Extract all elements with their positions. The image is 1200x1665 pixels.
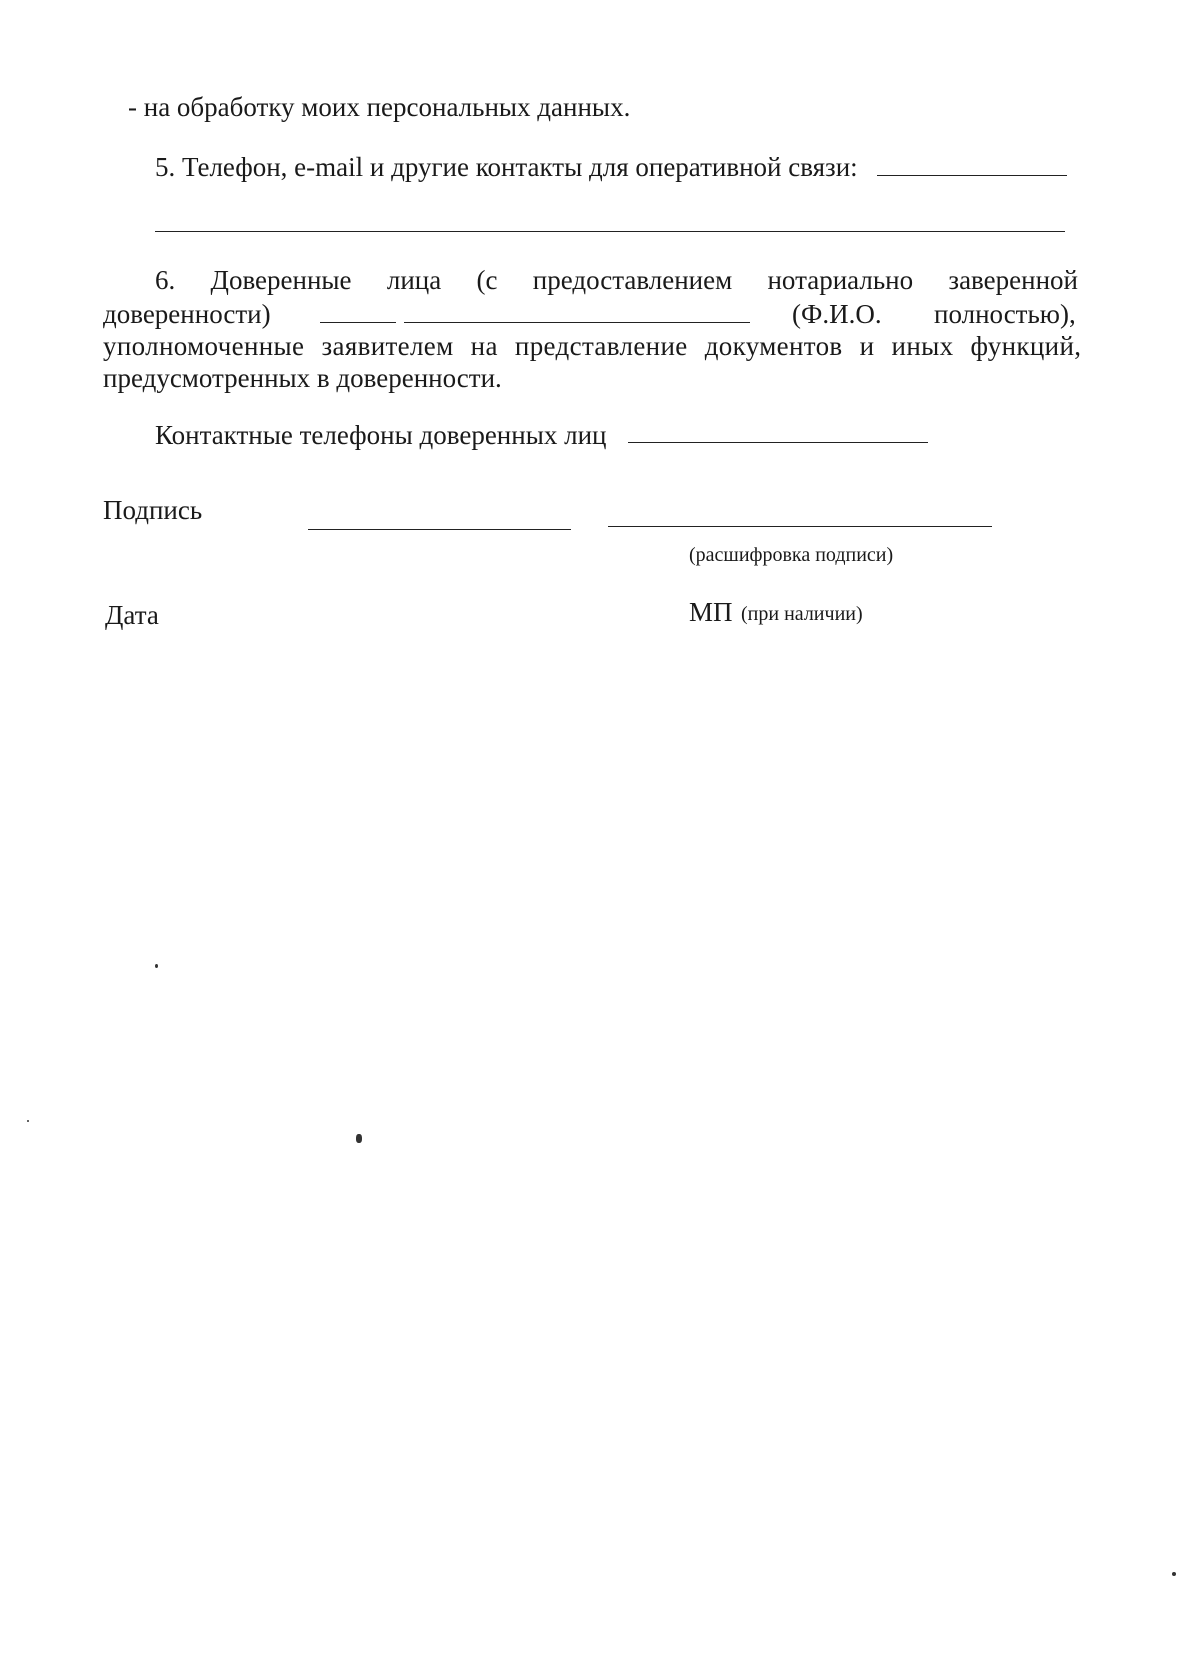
stamp-note: (при наличии): [741, 603, 863, 625]
item-6-word: нотариально: [767, 265, 914, 295]
item-6-line-4: предусмотренных в доверенности.: [103, 363, 502, 393]
item-6-word: лица: [386, 265, 442, 295]
stamp-label: МП: [689, 597, 733, 627]
item-6-line-2-start: доверенности): [103, 299, 271, 329]
item-6-word: Доверенные: [210, 265, 352, 295]
scan-speck: [356, 1134, 362, 1143]
scan-speck: [1172, 1572, 1176, 1576]
scan-speck: [27, 1120, 29, 1122]
contacts-blank: [628, 442, 928, 443]
contacts-label: Контактные телефоны доверенных лиц: [155, 420, 607, 450]
signature-caption: (расшифровка подписи): [689, 544, 894, 566]
scan-speck: [155, 964, 158, 968]
item-5-label: 5. Телефон, e-mail и другие контакты для оперативной связи:: [155, 152, 858, 182]
item-6-fio: (Ф.И.О.: [792, 299, 882, 329]
item-6-full: полностью),: [934, 299, 1076, 329]
item-6-line-3: уполномоченные заявителем на представление документов и иных функций,: [103, 331, 1082, 361]
item-5-blank-inline: [877, 175, 1067, 176]
date-label: Дата: [105, 600, 159, 630]
item-6-word: (с: [476, 265, 498, 295]
item-6-word: предоставлением: [532, 265, 733, 295]
signature-blank: [308, 529, 571, 530]
consent-line: - на обработку моих персональных данных.: [128, 92, 631, 122]
item-6-blank-long: [404, 322, 750, 323]
item-6-blank-short: [320, 322, 396, 323]
item-5-blank-full: [155, 231, 1065, 232]
signature-decoding-blank: [608, 526, 992, 527]
item-6-line-1: [155, 265, 1078, 295]
item-6-word: заверенной: [948, 265, 1078, 295]
item-6-word: 6.: [155, 265, 176, 295]
signature-label: Подпись: [103, 495, 203, 525]
